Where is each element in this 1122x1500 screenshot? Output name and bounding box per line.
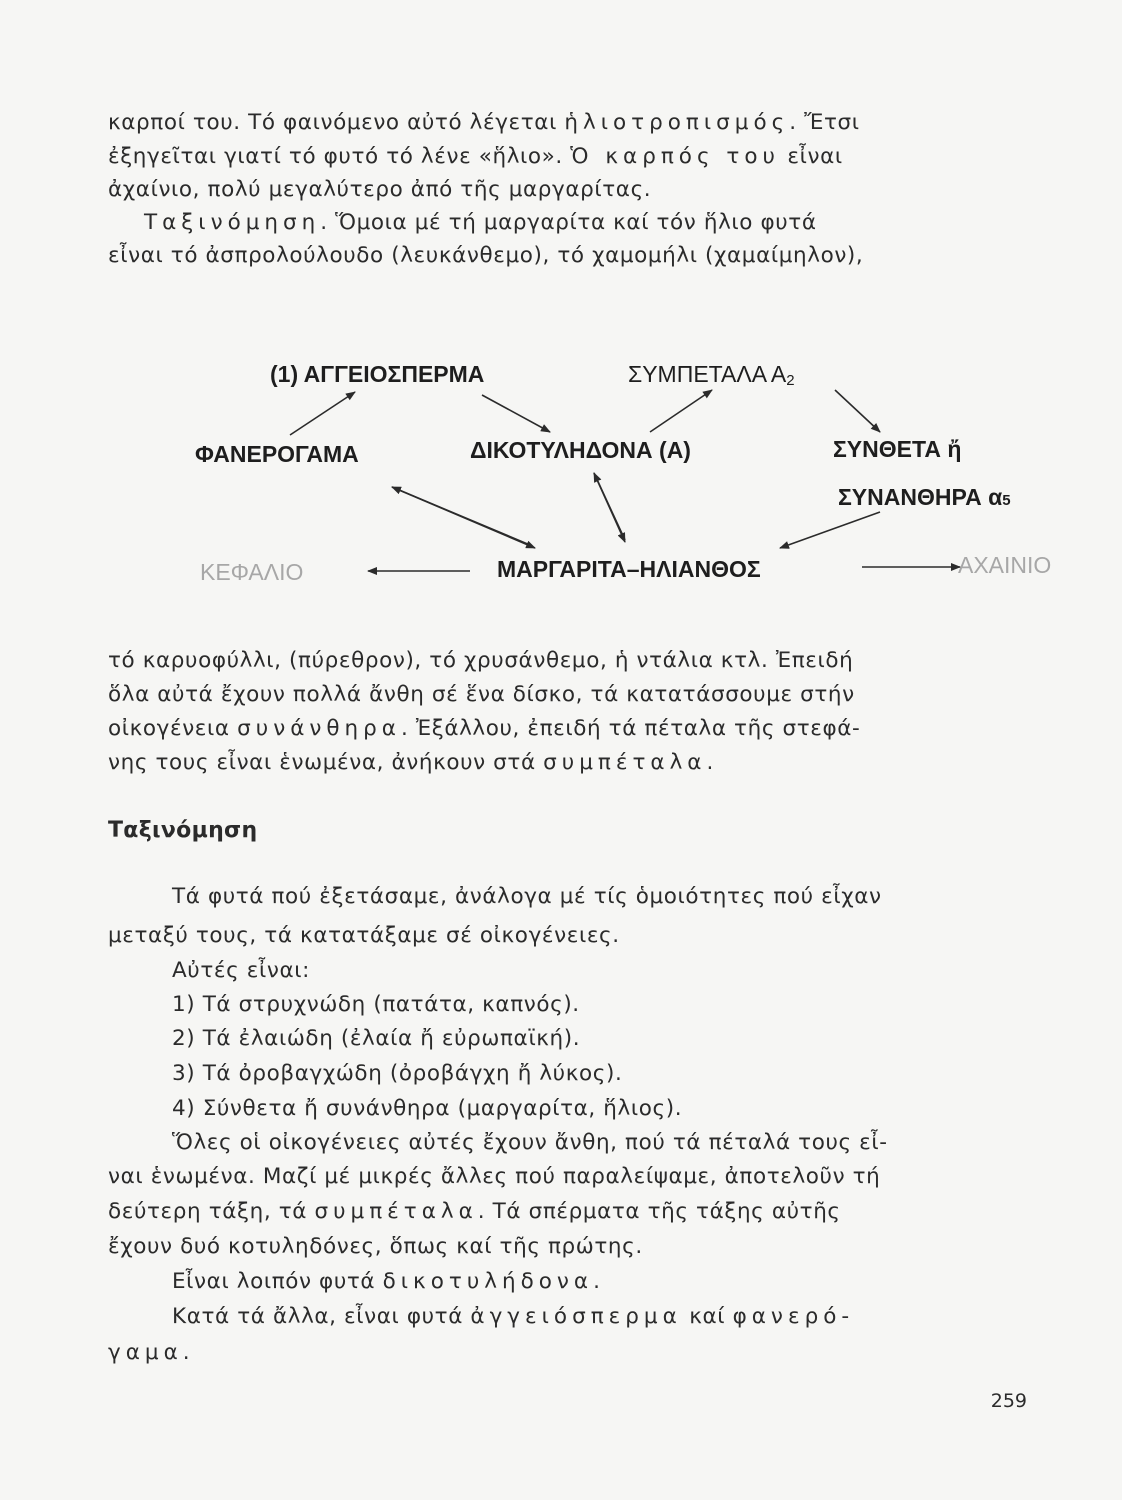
text-line: Εἶναι λοιπόν φυτά δικοτυλήδονα. <box>172 1269 601 1294</box>
text-line: οἰκογένεια συνάνθηρα. Ἐξάλλου, ἐπειδή τά πέταλα τῆς στεφά- <box>108 716 861 741</box>
diagram-margarita: ΜΑΡΓΑΡΙΤΑ–ΗΛΙΑΝΘΟΣ <box>497 556 761 582</box>
diagram-dikotyledona: ΔΙΚΟΤΥΛΗΔΟΝΑ (Α) <box>470 437 691 463</box>
text-line: Τά φυτά πού ἐξετάσαμε, ἀνάλογα μέ τίς ὁμοιότητες πού εἶχαν <box>172 884 882 909</box>
diagram-fanerogama: ΦΑΝΕΡΟΓΑΜΑ <box>195 441 359 467</box>
arrow-fanerogama-to-angiosperma <box>290 392 355 435</box>
text-line: καρποί του. Τό φαινόμενο αὐτό λέγεται ἡλιοτροπισμός. Ἔτσι <box>108 110 860 135</box>
text-line: μεταξύ τους, τά κατατάξαμε σέ οἰκογένειες. <box>108 923 620 948</box>
list-item: 3) Τά ὀροβαγχώδη (ὀροβάγχη ἤ λύκος). <box>172 1061 623 1086</box>
text-line: ἔχουν δυό κοτυληδόνες, ὅπως καί τῆς πρώτης. <box>108 1234 643 1259</box>
text-line: ἐξηγεῖται γιατί τό φυτό τό λένε «ἥλιο». Ὁ καρπός του εἶναι <box>108 144 843 169</box>
arrow-dikotyledona-to-margarita <box>594 473 625 542</box>
diagram-synanthira: ΣΥΝΑΝΘΗΡΑ α5 <box>838 484 1011 510</box>
text-line: νης τους εἶναι ἑνωμένα, ἀνήκουν στά συμπέταλα. <box>108 750 714 775</box>
section-heading: Ταξινόμηση <box>108 818 258 843</box>
page-number: 259 <box>990 1390 1027 1412</box>
text-line: τό καρυοφύλλι, (πύρεθρον), τό χρυσάνθεμο, ἡ ντάλια κτλ. Ἐπειδή <box>108 648 854 673</box>
text-line: εἶναι τό ἀσπρολούλουδο (λευκάνθεμο), τό χαμομήλι (χαμαίμηλον), <box>108 243 864 268</box>
arrow-sympetala-to-syntheta <box>835 390 880 432</box>
list-item: 4) Σύνθετα ἤ συνάνθηρα (μαργαρίτα, ἥλιος). <box>172 1096 683 1121</box>
arrow-fanerogama-to-margarita <box>392 487 535 548</box>
text-line: ἀχαίνιο, πολύ μεγαλύτερο ἀπό τῆς μαργαρίτας. <box>108 177 652 202</box>
arrow-synanthira-to-margarita <box>780 512 880 548</box>
text-line: Αὐτές εἶναι: <box>172 958 310 983</box>
text-line: δεύτερη τάξη, τά συμπέταλα. Τά σπέρματα τῆς τάξης αὐτῆς <box>108 1199 841 1224</box>
text-line: Ταξινόμηση. Ὅμοια μέ τή μαργαρίτα καί τόν ἥλιο φυτά <box>144 210 817 235</box>
arrow-dikotyledona-to-sympetala <box>650 390 712 432</box>
diagram-angiosperma: (1) ΑΓΓΕΙΟΣΠΕΡΜΑ <box>270 361 485 387</box>
list-item: 1) Τά στρυχνώδη (πατάτα, καπνός). <box>172 992 580 1017</box>
diagram-sympetala: ΣΥΜΠΕΤΑΛΑ Α2 <box>628 361 795 389</box>
classification-diagram <box>0 340 1122 600</box>
diagram-achainio: ΑΧΑΙΝΙΟ <box>958 552 1052 578</box>
text-line: ναι ἑνωμένα. Μαζί μέ μικρές ἄλλες πού παραλείψαμε, ἀποτελοῦν τή <box>108 1164 881 1189</box>
diagram-kefalio: ΚΕΦΑΛΙΟ <box>200 559 304 585</box>
text-line: Ὅλες οἱ οἰκογένειες αὐτές ἔχουν ἄνθη, πού τά πέταλά τους εἶ- <box>172 1130 888 1155</box>
text-line: γαμα. <box>108 1340 195 1365</box>
text-line: Κατά τά ἄλλα, εἶναι φυτά ἀγγειόσπερμα καί φανερό- <box>172 1304 855 1329</box>
diagram-syntheta: ΣΥΝΘΕΤΑ ἤ <box>833 436 962 462</box>
list-item: 2) Τά ἐλαιώδη (ἐλαία ἤ εὐρωπαϊκή). <box>172 1026 581 1051</box>
arrow-angiosperma-to-dikotyledona <box>482 395 550 432</box>
text-line: ὅλα αὐτά ἔχουν πολλά ἄνθη σέ ἕνα δίσκο, τά κατατάσσουμε στήν <box>108 682 855 707</box>
